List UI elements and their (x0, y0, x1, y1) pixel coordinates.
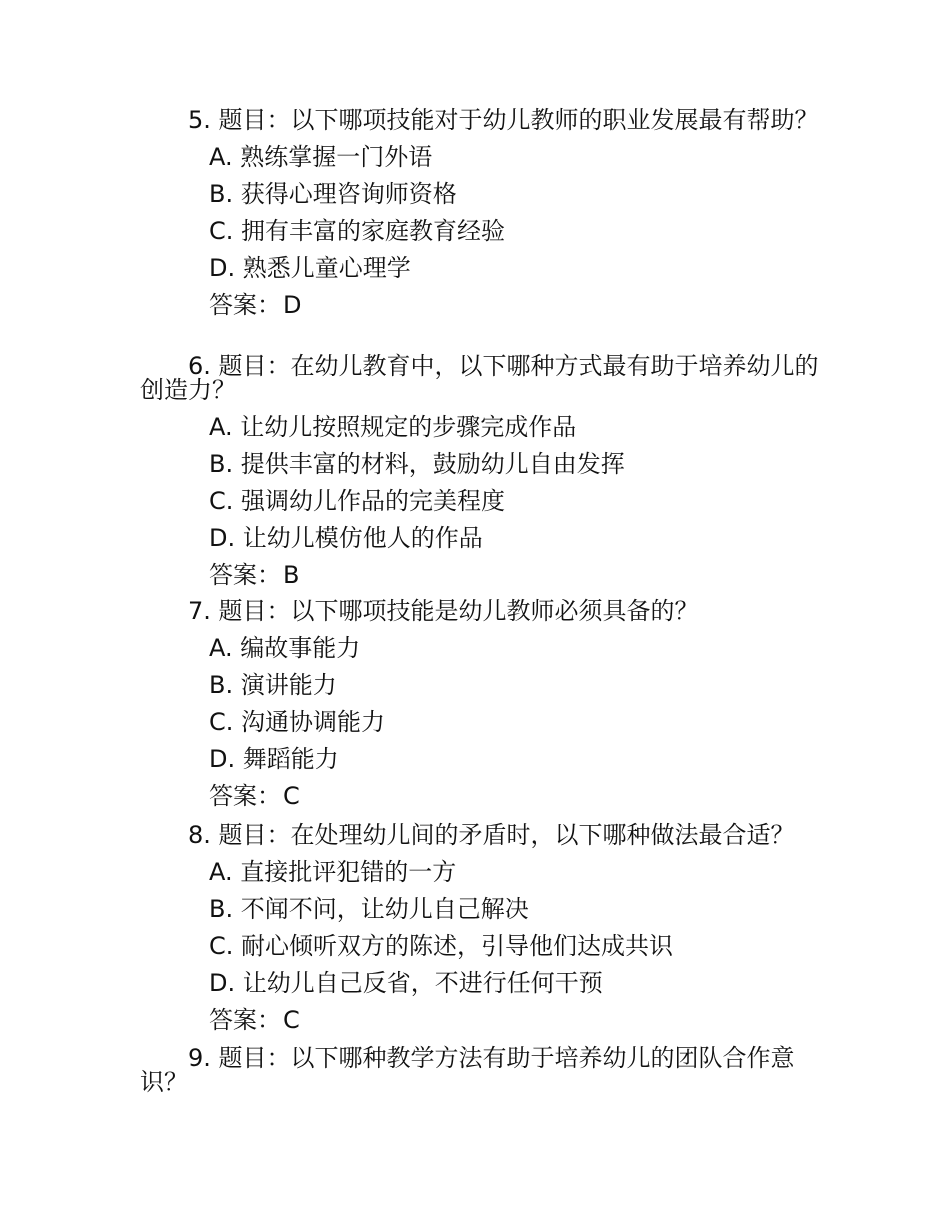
answer-value: C (283, 1006, 300, 1034)
question-number: 6. (188, 352, 211, 380)
question-8 (140, 823, 820, 1045)
answer-line: 答案：C (209, 1006, 300, 1034)
option-a: A. 让幼儿按照规定的步骤完成作品 (209, 413, 577, 441)
answer-value: C (283, 782, 300, 810)
answer-line: 答案：C (209, 782, 300, 810)
option-a: A. 直接批评犯错的一方 (209, 858, 457, 886)
question-number: 8. (188, 821, 211, 849)
question-6 (140, 354, 820, 600)
option-d: D. 让幼儿自己反省，不进行任何干预 (209, 969, 603, 997)
option-c: C. 拥有丰富的家庭教育经验 (209, 217, 506, 245)
question-text: 9. 题目：以下哪种教学方法有助于培养幼儿的团队合作意识？ (140, 1044, 795, 1096)
question-text: 6. 题目：在幼儿教育中，以下哪种方式最有助于培养幼儿的创造力？ (140, 352, 819, 404)
question-5 (140, 108, 820, 330)
option-d: D. 让幼儿模仿他人的作品 (209, 524, 483, 552)
answer-value: B (283, 561, 300, 589)
question-7 (140, 599, 820, 821)
option-a: A. 熟练掌握一门外语 (209, 143, 433, 171)
option-b: B. 获得心理咨询师资格 (209, 180, 457, 208)
question-number: 7. (188, 597, 211, 625)
answer-value: D (283, 291, 302, 319)
option-a: A. 编故事能力 (209, 634, 361, 662)
question-number: 9. (188, 1044, 211, 1072)
question-9 (140, 1046, 820, 1094)
option-d: D. 舞蹈能力 (209, 745, 339, 773)
question-text: 8. 题目：在处理幼儿间的矛盾时，以下哪种做法最合适？ (188, 821, 795, 849)
option-c: C. 沟通协调能力 (209, 708, 386, 736)
option-d: D. 熟悉儿童心理学 (209, 254, 411, 282)
question-text: 5. 题目：以下哪项技能对于幼儿教师的职业发展最有帮助？ (188, 106, 819, 134)
option-b: B. 演讲能力 (209, 671, 337, 699)
option-c: C. 耐心倾听双方的陈述，引导他们达成共识 (209, 932, 674, 960)
option-b: B. 提供丰富的材料，鼓励幼儿自由发挥 (209, 450, 625, 478)
option-c: C. 强调幼儿作品的完美程度 (209, 487, 506, 515)
question-text: 7. 题目：以下哪项技能是幼儿教师必须具备的？ (188, 597, 699, 625)
answer-line: 答案：D (209, 291, 302, 319)
answer-line: 答案：B (209, 561, 300, 589)
option-b: B. 不闻不问，让幼儿自己解决 (209, 895, 529, 923)
question-number: 5. (188, 106, 211, 134)
